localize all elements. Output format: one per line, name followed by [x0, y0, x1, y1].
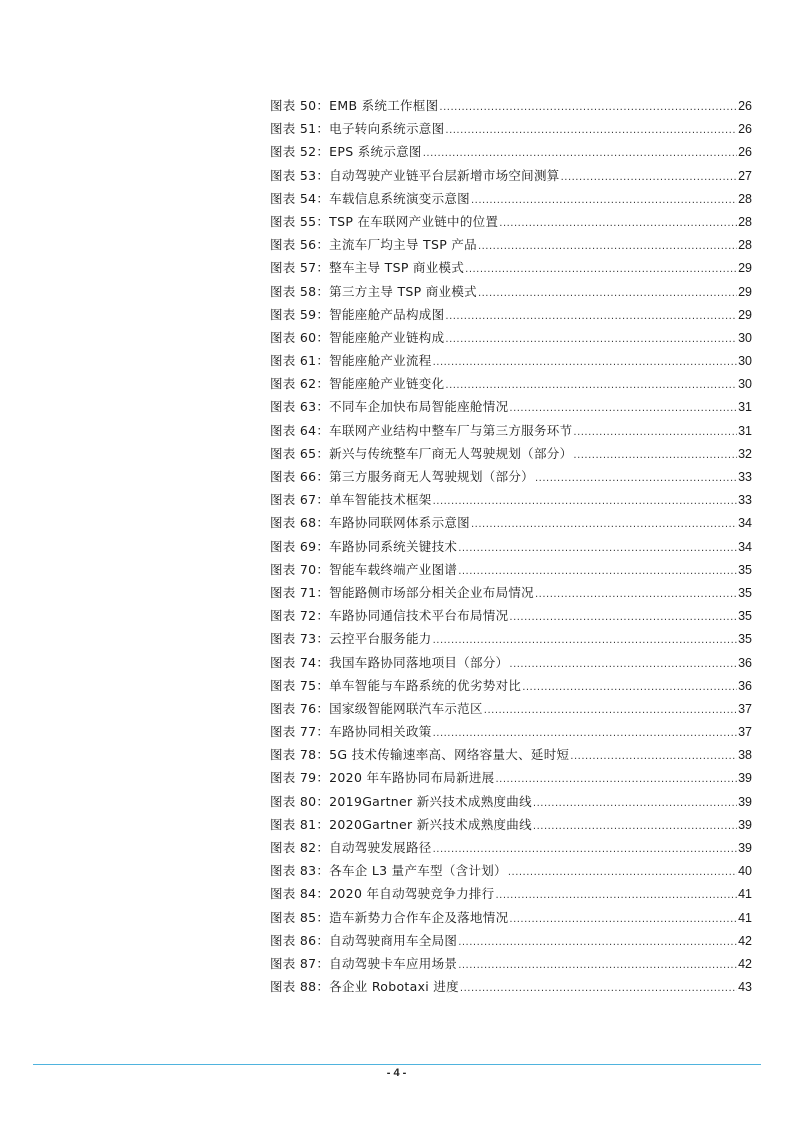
toc-leader-dots: [445, 374, 737, 397]
toc-entry[interactable]: [270, 627, 752, 650]
toc-entry[interactable]: [270, 882, 752, 905]
toc-entry-page: 26: [738, 145, 752, 160]
toc-entry-page: 28: [738, 191, 752, 206]
toc-entry-label: 图表 55：TSP 在车联网产业链中的位置: [270, 213, 499, 229]
toc-entry-label: 图表 78：5G 技术传输速率高、网络容量大、延时短: [270, 747, 570, 763]
toc-entry-label: 图表 51：电子转向系统示意图: [270, 121, 445, 137]
toc-leader-dots: [508, 861, 737, 884]
toc-entry[interactable]: [270, 419, 752, 442]
toc-entry-page: 43: [738, 980, 752, 995]
toc-leader-dots: [445, 119, 737, 142]
toc-entry-page: 31: [738, 400, 752, 415]
toc-entry[interactable]: [270, 326, 752, 349]
toc-entry-label: 图表 63：不同车企加快布局智能座舱情况: [270, 399, 509, 415]
toc-entry-page: 30: [738, 377, 752, 392]
toc-entry[interactable]: [270, 442, 752, 465]
toc-entry[interactable]: [270, 558, 752, 581]
toc-entry-label: 图表 84：2020 年自动驾驶竞争力排行: [270, 886, 495, 902]
toc-entry-label: 图表 56：主流车厂均主导 TSP 产品: [270, 237, 477, 253]
toc-leader-dots: [561, 166, 738, 189]
toc-entry-page: 35: [738, 609, 752, 624]
toc-entry-page: 28: [738, 238, 752, 253]
toc-entry[interactable]: [270, 164, 752, 187]
toc-entry[interactable]: [270, 535, 752, 558]
toc-leader-dots: [499, 212, 737, 235]
toc-entry-label: 图表 82：自动驾驶发展路径: [270, 840, 432, 855]
toc-leader-dots: [509, 908, 737, 931]
toc-entry-label: 图表 59：智能座舱产品构成图: [270, 306, 445, 322]
toc-leader-dots: [445, 305, 737, 328]
toc-leader-dots: [423, 142, 737, 165]
toc-entry-label: 图表 66：第三方服务商无人驾驶规划（部分）: [270, 469, 534, 484]
toc-entry-page: 37: [738, 725, 752, 740]
toc-entry[interactable]: [270, 280, 752, 303]
toc-entry[interactable]: [270, 720, 752, 743]
toc-leader-dots: [460, 977, 737, 1000]
toc-entry-label: 图表 72：车路协同通信技术平台布局情况: [270, 608, 509, 624]
toc-entry[interactable]: [270, 813, 752, 836]
toc-entry[interactable]: [270, 488, 752, 511]
toc-entry[interactable]: [270, 697, 752, 720]
toc-leader-dots: [509, 606, 737, 629]
toc-entry-label: 图表 80：2019Gartner 新兴技术成熟度曲线: [270, 793, 532, 809]
toc-entry-label: 图表 69：车路协同系统关键技术: [270, 538, 458, 554]
toc-entry-page: 41: [738, 887, 752, 902]
toc-leader-dots: [533, 792, 737, 815]
toc-entry-page: 29: [738, 284, 752, 299]
toc-entry-page: 39: [738, 817, 752, 832]
toc-leader-dots: [433, 490, 738, 513]
toc-entry-label: 图表 73：云控平台服务能力: [270, 631, 432, 647]
toc-entry-page: 28: [738, 214, 752, 229]
toc-entry[interactable]: [270, 511, 752, 534]
toc-entry-label: 图表 70：智能车载终端产业图谱: [270, 561, 458, 577]
toc-entry-label: 图表 54：车载信息系统演变示意图: [270, 190, 470, 206]
toc-entry-page: 33: [738, 493, 752, 508]
toc-entry-label: 图表 85：造车新势力合作车企及落地情况: [270, 909, 509, 925]
toc-leader-dots: [433, 351, 738, 374]
toc-leader-dots: [458, 560, 737, 583]
toc-entry-label: 图表 53：自动驾驶产业链平台层新增市场空间测算: [270, 167, 560, 183]
toc-entry-page: 35: [738, 585, 752, 600]
toc-leader-dots: [458, 931, 737, 954]
toc-entry-label: 图表 61：智能座舱产业流程: [270, 353, 432, 369]
toc-leader-dots: [433, 722, 738, 745]
toc-entry-page: 39: [738, 841, 752, 855]
toc-entry-label: 图表 75：单车智能与车路系统的优劣势对比: [270, 677, 522, 693]
toc-entry-label: 图表 87：自动驾驶卡车应用场景: [270, 955, 458, 971]
toc-leader-dots: [509, 397, 737, 420]
toc-leader-dots: [533, 815, 737, 838]
toc-entry[interactable]: [270, 604, 752, 627]
toc-entry[interactable]: [270, 349, 752, 372]
toc-entry-label: 图表 67：单车智能技术框架: [270, 492, 432, 508]
toc-entry[interactable]: [270, 581, 752, 604]
toc-entry-label: 图表 88：各企业 Robotaxi 进度: [270, 979, 459, 995]
toc-entry-page: 36: [738, 678, 752, 693]
toc-entry-label: 图表 77：车路协同相关政策: [270, 724, 432, 740]
toc-entry[interactable]: [270, 256, 752, 279]
toc-leader-dots: [458, 954, 737, 977]
toc-entry[interactable]: [270, 651, 752, 674]
toc-entry-page: 37: [738, 701, 752, 716]
toc-entry[interactable]: [270, 210, 752, 233]
toc-entry-label: 图表 58：第三方主导 TSP 商业模式: [270, 283, 477, 299]
toc-entry-label: 图表 86：自动驾驶商用车全局图: [270, 932, 458, 948]
toc-entry-page: 39: [738, 771, 752, 786]
toc-entry[interactable]: [270, 140, 752, 163]
toc-entry-label: 图表 62：智能座舱产业链变化: [270, 376, 445, 392]
toc-entry-page: 34: [738, 539, 752, 554]
toc-leader-dots: [573, 421, 737, 444]
toc-entry-label: 图表 52：EPS 系统示意图: [270, 144, 422, 160]
toc-entry-label: 图表 60：智能座舱产业链构成: [270, 329, 445, 345]
toc-entry-page: 26: [738, 122, 752, 137]
footer-divider: [33, 1064, 761, 1065]
toc-entry-page: 40: [738, 864, 752, 879]
toc-entry-page: 34: [738, 516, 752, 531]
toc-entry-page: 38: [738, 748, 752, 763]
toc-entry-page: 35: [738, 632, 752, 647]
toc-entry[interactable]: [270, 766, 752, 789]
toc-leader-dots: [535, 583, 737, 606]
toc-leader-dots: [573, 444, 737, 467]
toc-entry-label: 图表 57：整车主导 TSP 商业模式: [270, 260, 465, 276]
toc-leader-dots: [535, 467, 737, 490]
toc-entry[interactable]: [270, 303, 752, 326]
toc-leader-dots: [478, 235, 737, 258]
toc-leader-dots: [439, 96, 737, 119]
toc-entry[interactable]: [270, 929, 752, 952]
toc-entry[interactable]: [270, 94, 752, 117]
toc-entry[interactable]: [270, 836, 752, 859]
toc-entry-page: 35: [738, 562, 752, 577]
page-number: - 4 -: [386, 1067, 407, 1079]
toc-entry-page: 29: [738, 307, 752, 322]
toc-leader-dots: [495, 768, 737, 791]
toc-leader-dots: [458, 537, 737, 560]
toc-leader-dots: [509, 653, 737, 676]
toc-entry[interactable]: [270, 743, 752, 766]
toc-entry-label: 图表 50：EMB 系统工作框图: [270, 98, 439, 113]
toc-leader-dots: [495, 884, 737, 907]
toc-entry-label: 图表 74：我国车路协同落地项目（部分）: [270, 654, 509, 670]
toc-leader-dots: [465, 258, 737, 281]
toc-leader-dots: [433, 629, 738, 652]
toc-entry-page: 31: [738, 423, 752, 438]
toc-entry-page: 29: [738, 261, 752, 276]
toc-entry[interactable]: [270, 117, 752, 140]
toc-leader-dots: [471, 513, 737, 536]
toc-entry-page: 33: [738, 470, 752, 484]
toc-entry-label: 图表 76：国家级智能网联汽车示范区: [270, 700, 483, 716]
toc-entry-page: 41: [738, 910, 752, 925]
toc-entry-label: 图表 83：各车企 L3 量产车型（含计划）: [270, 863, 507, 879]
toc-leader-dots: [484, 699, 737, 722]
toc-entry-page: 26: [738, 99, 752, 113]
toc-entry[interactable]: [270, 859, 752, 882]
toc-entry-page: 32: [738, 446, 752, 461]
toc-entry-page: 42: [738, 956, 752, 971]
toc-leader-dots: [522, 676, 737, 699]
toc-entry[interactable]: [270, 674, 752, 697]
toc-entry-label: 图表 81：2020Gartner 新兴技术成熟度曲线: [270, 816, 532, 832]
toc-entry-page: 27: [738, 168, 752, 183]
toc-entry-page: 30: [738, 330, 752, 345]
toc-entry[interactable]: [270, 975, 752, 998]
toc-leader-dots: [478, 282, 737, 305]
toc-entry-label: 图表 68：车路协同联网体系示意图: [270, 515, 470, 531]
toc-entry[interactable]: [270, 187, 752, 210]
toc-entry-page: 30: [738, 354, 752, 369]
toc-leader-dots: [445, 328, 737, 351]
toc-entry[interactable]: [270, 790, 752, 813]
toc-entry-page: 39: [738, 794, 752, 809]
toc-entry[interactable]: [270, 395, 752, 418]
toc-entry[interactable]: [270, 952, 752, 975]
table-of-figures: [270, 94, 752, 998]
toc-leader-dots: [570, 745, 737, 768]
toc-entry[interactable]: [270, 372, 752, 395]
toc-entry-page: 36: [738, 655, 752, 670]
toc-entry[interactable]: [270, 906, 752, 929]
toc-leader-dots: [433, 838, 738, 861]
toc-entry[interactable]: [270, 465, 752, 488]
toc-entry[interactable]: [270, 233, 752, 256]
toc-leader-dots: [471, 189, 737, 212]
toc-entry-label: 图表 79：2020 年车路协同布局新进展: [270, 770, 495, 786]
toc-entry-page: 42: [738, 933, 752, 948]
toc-entry-label: 图表 65：新兴与传统整车厂商无人驾驶规划（部分）: [270, 445, 573, 461]
toc-entry-label: 图表 71：智能路侧市场部分相关企业布局情况: [270, 584, 534, 600]
toc-entry-label: 图表 64：车联网产业结构中整车厂与第三方服务环节: [270, 422, 573, 438]
